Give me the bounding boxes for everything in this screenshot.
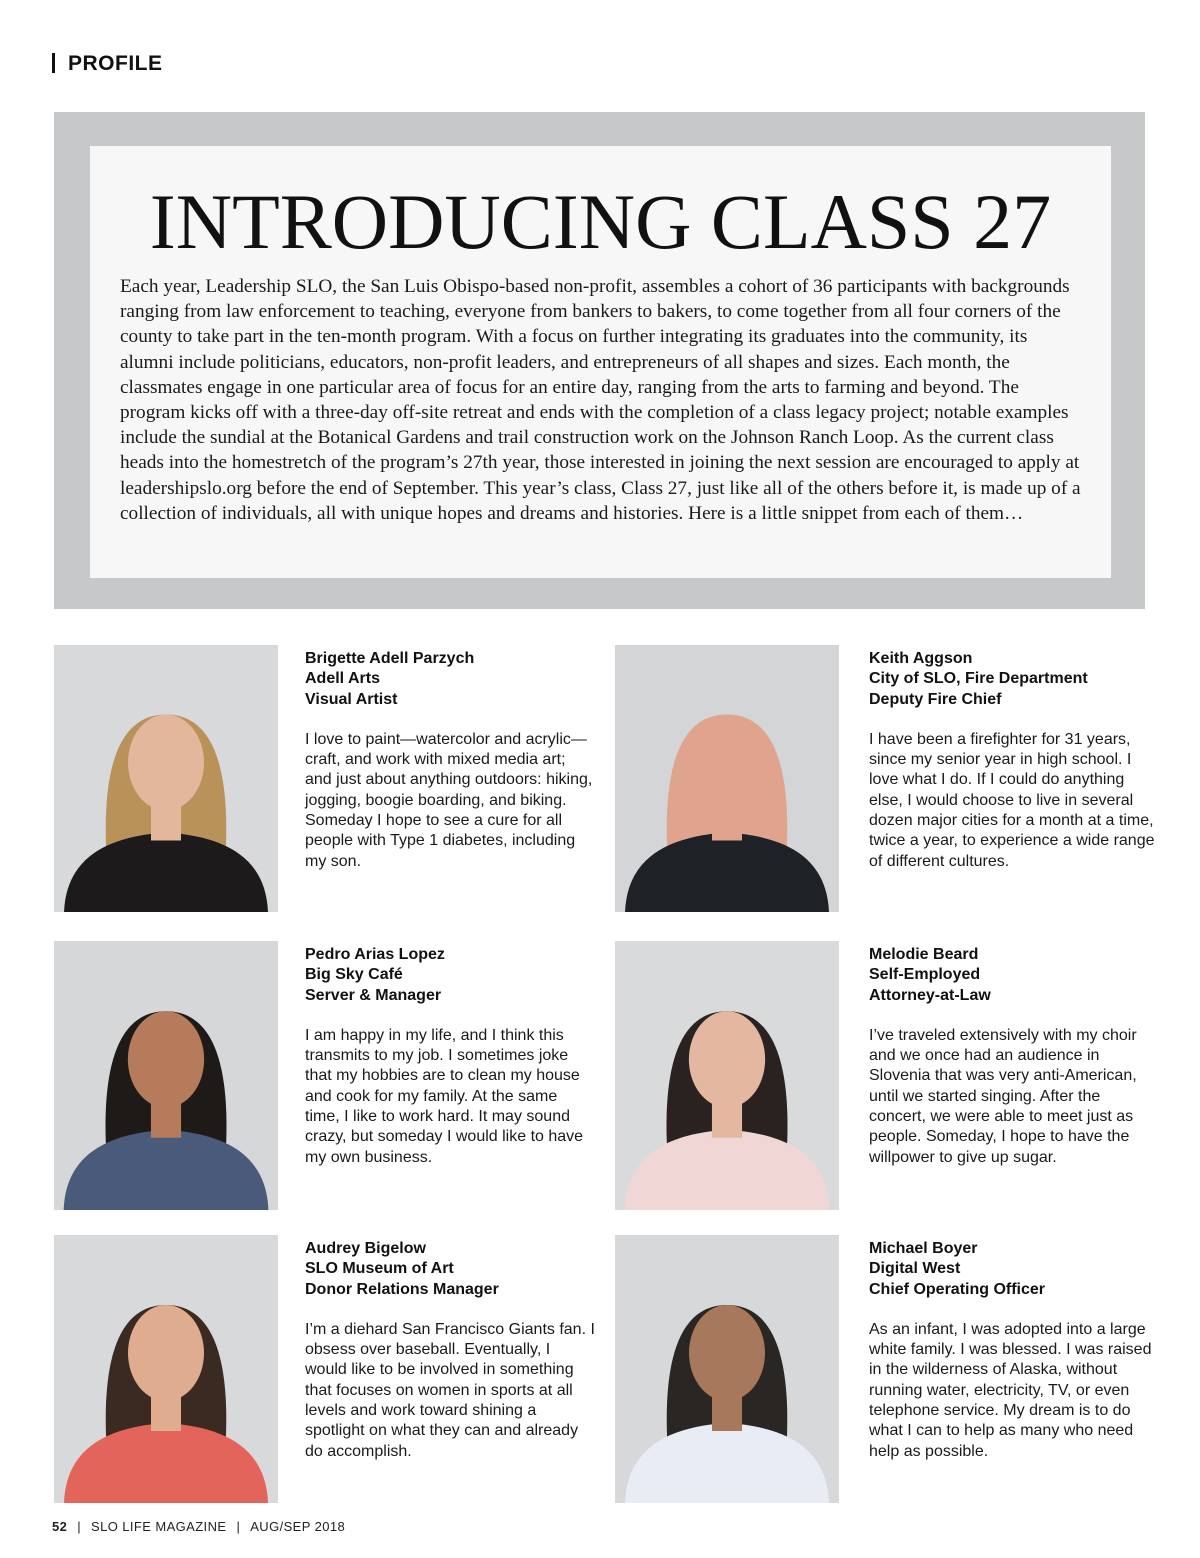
profile-bio: I love to paint—watercolor and acrylic—craft, and work with mixed media art; and just about anything outdoors: hiking, jogging, boogie boarding, and biking. Someday I hope to see a cure for all people with Type 1 diabetes, including my son. — [305, 730, 593, 870]
profile-info — [305, 945, 595, 1168]
profile-heading — [869, 1239, 1159, 1300]
profile-org: City of SLO, Fire Department — [869, 670, 1088, 688]
profile-name: Audrey Bigelow — [305, 1240, 426, 1257]
profile-role: Deputy Fire Chief — [869, 690, 1002, 708]
intro-body: Each year, Leadership SLO, the San Luis Obispo-based non-profit, assembles a cohort of 36 participants with backgrounds ranging from law enforcement to teaching, everyone from bankers to bakers, to come together from all four corners of the county to take part in the ten-month program. With a focus on further integrating its graduates into the community, its alumni include politicians, educators, non-profit leaders, and entrepreneurs of all shapes and sizes. Each month, the classmates engage in one particular area of focus for an entire day, ranging from the arts to farming and beyond. The program kicks off with a three-day off-site retreat and ends with the completion of a class legacy project; notable examples include the sundial at the Botanical Gardens and trail construction work on the Johnson Ranch Loop. As the current class heads into the homestretch of the program’s 27th year, those interested in joining the next session are encouraged to apply at leadershipslo.org before the end of September. This year’s class, Class 27, just like all of the others before it, is made up of a collection of individuals, all with unique hopes and dreams and histories. Here is a little snippet from each of them… — [120, 276, 1081, 524]
profile-heading — [305, 1239, 595, 1300]
profile-info — [869, 649, 1159, 872]
profile-name: Michael Boyer — [869, 1240, 978, 1257]
profile-info — [869, 1239, 1159, 1462]
portrait-photo — [615, 941, 839, 1210]
profile-org: Digital West — [869, 1260, 961, 1278]
portrait-illustration — [54, 1235, 278, 1503]
profile-bio: I have been a firefighter for 31 years, since my senior year in high school. I love what I do. If I could do anything else, I would choose to live in several dozen major cities for a month at a time, twice a year, to experience a wide range of different cultures. — [869, 730, 1155, 870]
portrait-photo — [54, 941, 278, 1210]
section-title: PROFILE — [68, 52, 163, 75]
portrait-photo — [615, 1235, 839, 1503]
intro-title: INTRODUCING CLASS 27 — [149, 178, 1052, 265]
profile-info — [305, 1239, 595, 1462]
portrait-illustration — [615, 1235, 839, 1503]
section-label — [52, 52, 163, 76]
profile-bio: As an infant, I was adopted into a large white family. I was blessed. I was raised in the wilderness of Alaska, without running water, electricity, TV, or even telephone service. My dream is to do what I can to help as many who need help as possible. — [869, 1320, 1152, 1460]
profile-name: Brigette Adell Parzych — [305, 650, 475, 667]
portrait-face — [128, 1011, 204, 1107]
portrait-photo — [54, 645, 278, 912]
profile-role: Donor Relations Manager — [305, 1280, 499, 1298]
portrait-face — [128, 715, 204, 811]
magazine-name: SLO LIFE MAGAZINE — [91, 1519, 227, 1534]
profile-bio: I am happy in my life, and I think this transmits to my job. I sometimes joke that my hobbies are to clean my house and cook for my family. At the same time, I like to work hard. It may sound crazy, but someday I would like to have my own business. — [305, 1026, 584, 1166]
intro-box — [90, 146, 1111, 578]
profile-heading — [305, 945, 595, 1006]
portrait-photo — [615, 645, 839, 912]
profile-org: Adell Arts — [305, 670, 380, 688]
issue-date: AUG/SEP 2018 — [250, 1519, 346, 1534]
profile-info — [305, 649, 595, 872]
profile-heading — [869, 649, 1159, 710]
portrait-illustration — [615, 645, 839, 912]
profile-role: Visual Artist — [305, 690, 398, 708]
profile-role: Chief Operating Officer — [869, 1280, 1046, 1298]
portrait-face — [128, 1305, 204, 1401]
profile-role: Attorney-at-Law — [869, 986, 991, 1004]
profile-info — [869, 945, 1159, 1168]
section-bar — [52, 53, 55, 73]
profile-name: Melodie Beard — [869, 946, 979, 963]
portrait-face — [689, 1305, 765, 1401]
profile-name: Pedro Arias Lopez — [305, 946, 445, 963]
profile-name: Keith Aggson — [869, 650, 973, 667]
profile-org: SLO Museum of Art — [305, 1260, 454, 1278]
portrait-face — [689, 715, 765, 811]
profile-bio: I’ve traveled extensively with my choir and we once had an audience in Slovenia that was very anti-American, until we started singing. After the concert, we were able to meet just as people. Someday, I hope to have the willpower to give up sugar. — [869, 1026, 1137, 1166]
page-number: 52 — [52, 1519, 68, 1534]
profile-heading — [869, 945, 1159, 1006]
intro-frame — [54, 112, 1145, 609]
profile-org: Self-Employed — [869, 966, 981, 984]
portrait-illustration — [615, 941, 839, 1210]
page-footer: 52 | SLO LIFE MAGAZINE | AUG/SEP 2018 — [52, 1519, 346, 1534]
portrait-face — [689, 1011, 765, 1107]
portrait-photo — [54, 1235, 278, 1503]
portrait-illustration — [54, 941, 278, 1210]
profile-bio: I’m a diehard San Francisco Giants fan. I obsess over baseball. Eventually, I would like to be involved in something that focuses on women in sports at all levels and work toward shining a spotlight on what they can and already do accomplish. — [305, 1320, 595, 1460]
portrait-illustration — [54, 645, 278, 912]
profile-heading — [305, 649, 595, 710]
profile-role: Server & Manager — [305, 986, 442, 1004]
profile-org: Big Sky Café — [305, 966, 403, 984]
